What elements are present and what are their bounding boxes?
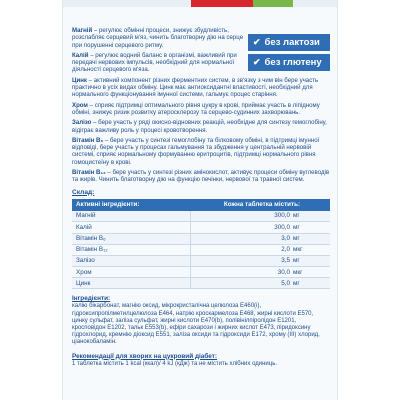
badge-label: без лактози: [264, 37, 320, 48]
ingredient-name: Хром: [72, 267, 190, 278]
ingredient-name: Калій: [72, 222, 190, 233]
table-row: [72, 278, 330, 289]
ingredient-amount: [190, 222, 330, 233]
amount-value: 30,0: [277, 268, 290, 276]
paragraph-text: – бере участь у синтезі різних амінокислот, активує процеси обміну вуглеводів та жирів. Чинить благотворну дію на функцію печінки, нервової та травної систем.: [72, 169, 330, 184]
paragraph-magnesium: [72, 27, 252, 49]
ingredient-amount: [190, 255, 330, 266]
brand-green-band: [253, 0, 293, 7]
paragraph-text: – регулює обмінні процеси, знижує збудливість, розслабляє серцевий м'яз, чинить благотворну дію на серце при порушенні серцевого ритму.: [72, 27, 244, 49]
table-row: [72, 255, 330, 266]
paragraph-lead: Цинк: [72, 76, 87, 84]
ingredient-amount: [190, 233, 330, 244]
ingredient-amount: [190, 211, 330, 222]
paragraph-text: – бере участь у ряді окисно-відновних реакцій, необхідне для синтезу гемоглобіну, відіграє важливу роль у процесі кровотворення.: [72, 119, 327, 134]
paragraph-text: – сприяє підтримці оптимального рівня цукру в крові, приймає участь в ліпідному обміні, знижує ризик розвитку атеросклерозу та серцево-судинних захворювань.: [72, 101, 320, 116]
amount-unit: мкг: [293, 246, 303, 254]
paragraph-iron: [72, 119, 330, 134]
table-header-per-tablet: Кожна таблетка містить:: [190, 199, 330, 211]
ingredient-name: Вітамін B₆: [72, 233, 190, 244]
ingredient-name: Магній: [72, 211, 190, 222]
amount-value: 5,0: [281, 279, 290, 287]
paragraph-lead: Хром: [72, 101, 88, 109]
ingredients-text: калію бікарбонат, магнію оксид, мікрокристалічна целюлоза E460(i), гідроксипропілметилцелюлоза E464, натрію кроскармелоза E468, жирні кислоти E570, цинку сульфат, заліза сульфат, жирні кислоти E470(b), полівінілпіролідон E1201, кросповідон E1202, тальк E553(b), ефіри сахарози і жирних кислот E473, піридоксину гідрохлорид, кремнію діоксид E551, заліза оксиди та гідроксиди E172, хрому (III) хлорид, ціанокобаламін.: [72, 303, 320, 346]
diabetes-recommendation-title: Рекомендації для хворих на цукровий діабет:: [72, 352, 218, 360]
paragraph-zinc: [72, 77, 330, 99]
badge-label: без глютену: [264, 57, 322, 68]
package-top-strip: [63, 0, 337, 7]
ingredient-amount: [190, 267, 330, 278]
amount-unit: мг: [293, 257, 300, 265]
table-row: [72, 222, 330, 233]
table-row: [72, 211, 330, 222]
paragraph-text: – бере участь у синтезі гемоглобіну та білковому обміні, в підтримці імунної відповіді, бере участь у процесах гальмування та збудження у центральній нервовій системі, сприяє нормальному формуванню еритроцитів, підтримці нормального рівня гомоцистеїну в крові.: [72, 136, 320, 166]
package-panel: [62, 0, 338, 400]
amount-value: 300,0: [274, 223, 290, 231]
check-icon: ✔: [253, 57, 261, 67]
paragraph-lead: Залізо: [72, 119, 92, 127]
amount-value: 3,5: [281, 257, 290, 265]
amount-unit: мг: [293, 223, 300, 231]
ingredient-name: Вітамін B₁₂: [72, 244, 190, 255]
amount-unit: мкг: [293, 268, 303, 276]
amount-value: 3,0: [281, 235, 290, 243]
paragraph-potassium: [72, 52, 252, 74]
amount-unit: мг: [293, 212, 300, 220]
diabetes-recommendation-text: 1 таблетка містить 1 kcal (ккал)/ 4 kJ (кДж) та не містить хлібних одиниць.: [72, 360, 278, 367]
composition-title: Склад:: [72, 188, 95, 196]
table-row: [72, 267, 330, 278]
amount-unit: мг: [293, 279, 300, 287]
amount-value: 300,0: [274, 212, 290, 220]
paragraph-vitamin-b6: [72, 137, 330, 166]
description-content: [72, 27, 330, 368]
check-icon: ✔: [253, 37, 261, 47]
ingredient-amount: [190, 278, 330, 289]
paragraph-vitamin-b12: [72, 169, 330, 184]
paragraph-text: – активний компонент різних ферментних систем, в зв'язку з чим він бере участь практично в усіх видах обміну. Цинк має антиоксидантні властивості, необхідний для нормального функціонування імунної системи, гальмує процес старіння.: [72, 76, 319, 99]
ingredient-amount: [190, 244, 330, 255]
table-row: [72, 244, 330, 255]
amount-unit: мг: [293, 235, 300, 243]
amount-value: 2,0: [281, 246, 290, 254]
paragraph-lead: Калій: [72, 51, 89, 59]
ingredient-name: Цинк: [72, 278, 190, 289]
table-header-ingredients: Активні інгредієнти:: [72, 199, 190, 211]
paragraph-lead: Вітамін B₁₂: [72, 169, 106, 177]
ingredients-title: Інгредієнти:: [72, 295, 111, 303]
table-header-row: [72, 199, 330, 211]
paragraph-chromium: [72, 102, 330, 117]
ingredients-table: [72, 199, 330, 290]
brand-red-band: [191, 0, 253, 7]
table-row: [72, 233, 330, 244]
ingredient-name: Залізо: [72, 255, 190, 266]
paragraph-lead: Магній: [72, 27, 93, 34]
paragraph-lead: Вітамін B₆: [72, 136, 104, 144]
paragraph-text: – регулює водний баланс в організмі, важливий при передачі нервових імпульсів, необхідний для нормальної діяльності серцевого м'яза.: [72, 51, 237, 74]
